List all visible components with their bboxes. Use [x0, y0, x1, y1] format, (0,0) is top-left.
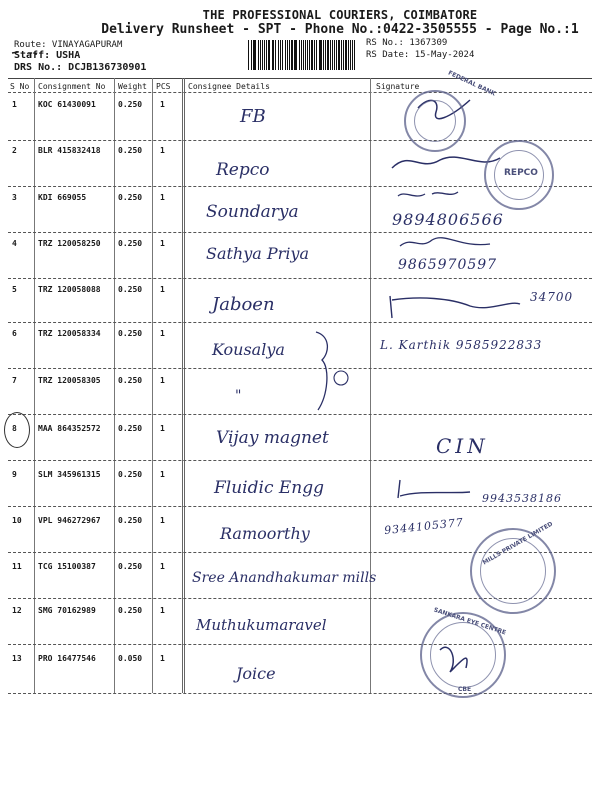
runsheet-title: Delivery Runsheet - SPT - Phone No.:0422-3505555 - Page No.:1 [101, 22, 579, 37]
repco-stamp-text: REPCO [504, 168, 538, 178]
rs-number: RS No.: 1367309 [366, 38, 448, 48]
row-2-pcs: 1 [160, 146, 165, 155]
col-header-consignee: Consignee Details [188, 82, 270, 91]
company-title: THE PROFESSIONAL COURIERS, COIMBATORE [202, 8, 478, 22]
row-11-sno: 11 [12, 562, 22, 571]
row-1-weight: 0.250 [118, 100, 143, 109]
sankara-stamp-cbe: CBE [458, 686, 472, 693]
row-8-sno: 8 [12, 424, 17, 433]
row-5-consignee: Jaboen [212, 294, 275, 315]
row-6-sno: 6 [12, 329, 17, 338]
row-9-pcs: 1 [160, 470, 165, 479]
row-13-sno: 13 [12, 654, 22, 663]
row-3-signature-phone: 9894806566 [392, 210, 504, 229]
row-7-sno: 7 [12, 376, 17, 385]
col-header-pcs: PCS [156, 82, 171, 91]
row-1-sno: 1 [12, 100, 17, 109]
row-13-pcs: 1 [160, 654, 165, 663]
row-13-consignee: Joice [236, 664, 276, 683]
row-12-consignment: SMG 70162989 [38, 606, 96, 615]
federal-bank-stamp-text: FEDERAL BANK [446, 69, 497, 98]
row-3-weight: 0.250 [118, 193, 143, 202]
col-header-signature: Signature [376, 82, 420, 91]
row-10-weight: 0.250 [118, 516, 143, 525]
row-1-consignment: KOC 61430091 [38, 100, 96, 109]
row-3-pcs: 1 [160, 193, 165, 202]
row-7-pcs: 1 [160, 376, 165, 385]
row-6-weight: 0.250 [118, 329, 143, 338]
federal-bank-stamp [404, 90, 466, 152]
row-11-consignee: Sree Anandhakumar mills [192, 570, 377, 586]
row-9-weight: 0.250 [118, 470, 143, 479]
row-9-consignment: SLM 345961315 [38, 470, 101, 479]
row-4-consignee: Sathya Priya [206, 244, 310, 263]
row-7-consignment: TRZ 120058305 [38, 376, 101, 385]
row-2-weight: 0.250 [118, 146, 143, 155]
row-6-consignment: TRZ 120058334 [38, 329, 101, 338]
row-9-signature-phone: 9943538186 [482, 492, 562, 505]
route-label: Route: VINAYAGAPURAM [14, 40, 123, 50]
row-6-pcs: 1 [160, 329, 165, 338]
row-12-pcs: 1 [160, 606, 165, 615]
row-6-signature-text: L. Karthik 9585922833 [380, 338, 543, 352]
row-1-consignee: FB [240, 106, 266, 127]
row-5-weight: 0.250 [118, 285, 143, 294]
row-12-consignee: Muthukumaravel [196, 616, 327, 634]
row-4-weight: 0.250 [118, 239, 143, 248]
row-9-sno: 9 [12, 470, 17, 479]
row-10-signature-phone: 9344105377 [383, 515, 465, 538]
row-3-consignment: KDI 669055 [38, 193, 87, 202]
rs-date: RS Date: 15-May-2024 [366, 50, 475, 60]
row-1-pcs: 1 [160, 100, 165, 109]
mills-stamp-text: MILLS PRIVATE LIMITED [481, 520, 555, 567]
col-header-sno: S No [10, 82, 30, 91]
drs-number: DRS No.: DCJB136730901 [14, 62, 147, 73]
row-4-consignment: TRZ 120058250 [38, 239, 101, 248]
row-7-consignee: " [235, 388, 242, 404]
row-2-consignment: BLR 415832418 [38, 146, 101, 155]
row-6-consignee: Kousalya [212, 340, 285, 359]
row-9-consignee: Fluidic Engg [214, 478, 324, 498]
row-5-consignment: TRZ 120058088 [38, 285, 101, 294]
row-11-weight: 0.250 [118, 562, 143, 571]
staff-label: Staff: USHA [14, 50, 81, 61]
row-8-signature-text: CIN [436, 434, 489, 458]
row-8-consignee: Vijay magnet [216, 428, 329, 448]
row-8-pcs: 1 [160, 424, 165, 433]
row-12-sno: 12 [12, 606, 22, 615]
row-8-weight: 0.250 [118, 424, 143, 433]
row-8-consignment: MAA 864352572 [38, 424, 101, 433]
row-10-sno: 10 [12, 516, 22, 525]
row-10-consignee: Ramoorthy [220, 524, 310, 543]
row-4-signature-phone: 9865970597 [398, 257, 498, 273]
row-7-weight: 0.250 [118, 376, 143, 385]
row-5-signature-number: 34700 [530, 290, 574, 304]
row-11-consignment: TCG 15100387 [38, 562, 96, 571]
row-10-consignment: VPL 946272967 [38, 516, 101, 525]
row-4-sno: 4 [12, 239, 17, 248]
row-3-consignee: Soundarya [206, 202, 299, 222]
row-2-consignee: Repco [216, 160, 270, 180]
sankara-stamp-text: SANKARA EYE CENTRE [432, 606, 507, 637]
row-5-sno: 5 [12, 285, 17, 294]
row-13-consignment: PRO 16477546 [38, 654, 96, 663]
col-header-weight: Weight [118, 82, 147, 91]
row-11-pcs: 1 [160, 562, 165, 571]
row-12-weight: 0.250 [118, 606, 143, 615]
row-3-sno: 3 [12, 193, 17, 202]
col-header-consignment: Consignment No [38, 82, 106, 91]
row-5-pcs: 1 [160, 285, 165, 294]
row-13-weight: 0.050 [118, 654, 143, 663]
row-2-sno: 2 [12, 146, 17, 155]
row-10-pcs: 1 [160, 516, 165, 525]
row-4-pcs: 1 [160, 239, 165, 248]
